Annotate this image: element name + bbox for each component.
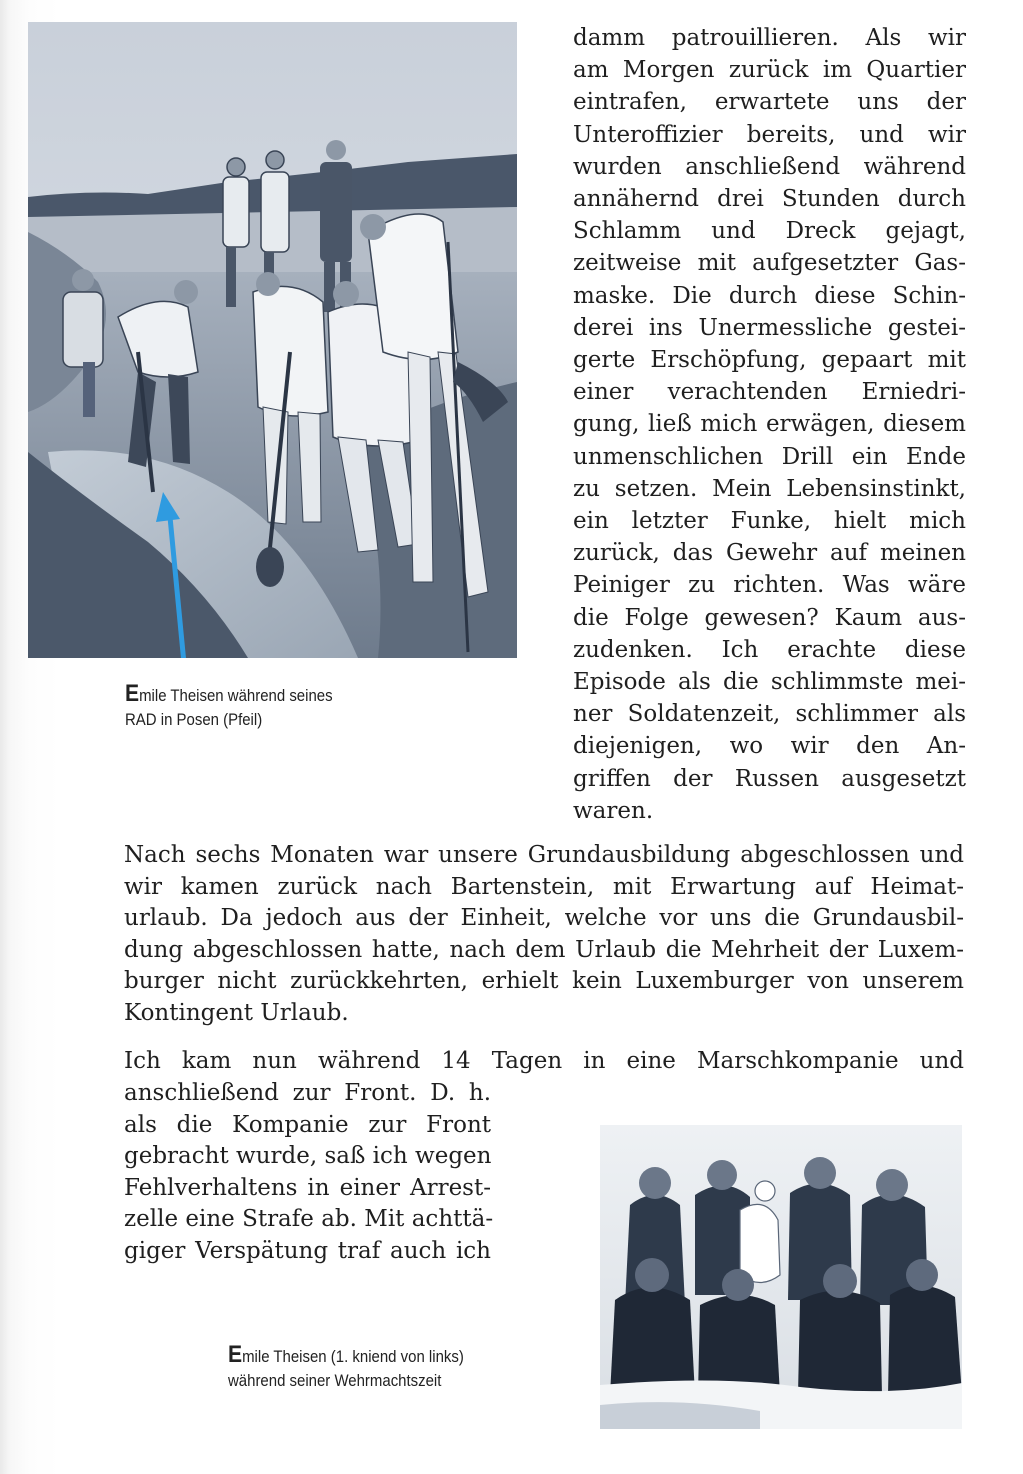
text-line: dung abgeschlossen hatte, nach dem Urlaub die Mehrheit der Luxem-	[124, 936, 964, 963]
text-line: Unteroffizier bereits, und wir	[573, 121, 966, 148]
text-line: am Morgen zurück im Quartier	[573, 57, 966, 84]
text-line: ner Soldatenzeit, schlimmer als	[573, 701, 966, 728]
text-line: derei ins Unermessliche gestei-	[573, 314, 966, 341]
text-line: anschließend zur Front. D. h.	[124, 1080, 491, 1106]
photo-wehrmacht-group	[600, 1125, 962, 1429]
text-line: giger Verspätung traf auch ich	[124, 1237, 491, 1264]
text-line: maske. Die durch diese Schin-	[573, 282, 966, 309]
caption-top-initial: E	[125, 680, 140, 707]
text-line: ein letzter Funke, hielt mich	[573, 508, 966, 535]
text-line: Nach sechs Monaten war unsere Grundausbildung abgeschlossen und	[124, 842, 964, 868]
text-line: Peiniger zu richten. Was wäre	[573, 572, 966, 599]
text-line: die Folge gewesen? Kaum aus-	[573, 604, 966, 631]
text-line: Episode als die schlimmste mei-	[573, 669, 966, 696]
caption-bottom-initial: E	[228, 1341, 243, 1368]
paragraph-grundausbildung	[124, 840, 964, 1030]
text-line: zudenken. Ich erachte diese	[573, 636, 966, 663]
text-line: wurden anschließend während	[573, 153, 966, 180]
photo-rad-posen	[28, 22, 517, 658]
text-line: griffen der Russen ausgesetzt	[573, 765, 966, 792]
text-line: Ich kam nun während 14 Tagen in eine Marschkompanie und	[124, 1048, 964, 1074]
right-column-text	[573, 22, 966, 827]
text-line: diejenigen, wo wir den An-	[573, 733, 966, 760]
caption-top-line1: mile Theisen während seines	[139, 686, 333, 705]
caption-bottom-photo	[228, 1343, 464, 1393]
text-line: urlaub. Da jedoch aus der Einheit, welche vor uns die Grundausbil-	[124, 905, 964, 932]
caption-top-photo	[125, 682, 333, 732]
text-line: zeitweise mit aufgesetzter Gas-	[573, 250, 966, 277]
caption-bottom-line2: während seiner Wehrmachtszeit	[228, 1371, 442, 1390]
paragraph-marschkompanie	[124, 1078, 494, 1268]
text-line: annähernd drei Stunden durch	[573, 186, 966, 213]
caption-bottom-line1: mile Theisen (1. kniend von links)	[242, 1347, 464, 1366]
text-line: einer verachtenden Erniedri-	[573, 379, 966, 406]
caption-top-line2: RAD in Posen (Pfeil)	[125, 710, 263, 729]
text-line: Fehlverhaltens in einer Arrest-	[124, 1174, 491, 1201]
text-line: Kontingent Urlaub.	[124, 999, 349, 1026]
text-line: unmenschlichen Drill ein Ende	[573, 443, 966, 470]
text-line: gung, ließ mich erwägen, diesem	[573, 411, 966, 438]
text-line: zu setzen. Mein Lebensinstinkt,	[573, 475, 966, 502]
text-line: waren.	[573, 797, 654, 824]
text-line: eintrafen, erwartete uns der	[573, 89, 966, 116]
paragraph-marschkompanie-first-line	[124, 1046, 964, 1078]
text-line: zurück, das Gewehr auf meinen	[573, 540, 966, 567]
text-line: als die Kompanie zur Front	[124, 1111, 491, 1138]
text-line: gerte Erschöpfung, gepaart mit	[573, 347, 966, 374]
text-line: gebracht wurde, saß ich wegen	[124, 1143, 492, 1170]
text-line: Schlamm und Dreck gejagt,	[573, 218, 966, 245]
text-line: zelle eine Strafe ab. Mit achttä-	[124, 1206, 494, 1233]
text-line: burger nicht zurückkehrten, erhielt kein Luxemburger von unserem	[124, 968, 964, 995]
text-line: wir kamen zurück nach Bartenstein, mit Erwartung auf Heimat-	[124, 873, 964, 900]
text-line: damm patrouillieren. Als wir	[573, 25, 966, 51]
